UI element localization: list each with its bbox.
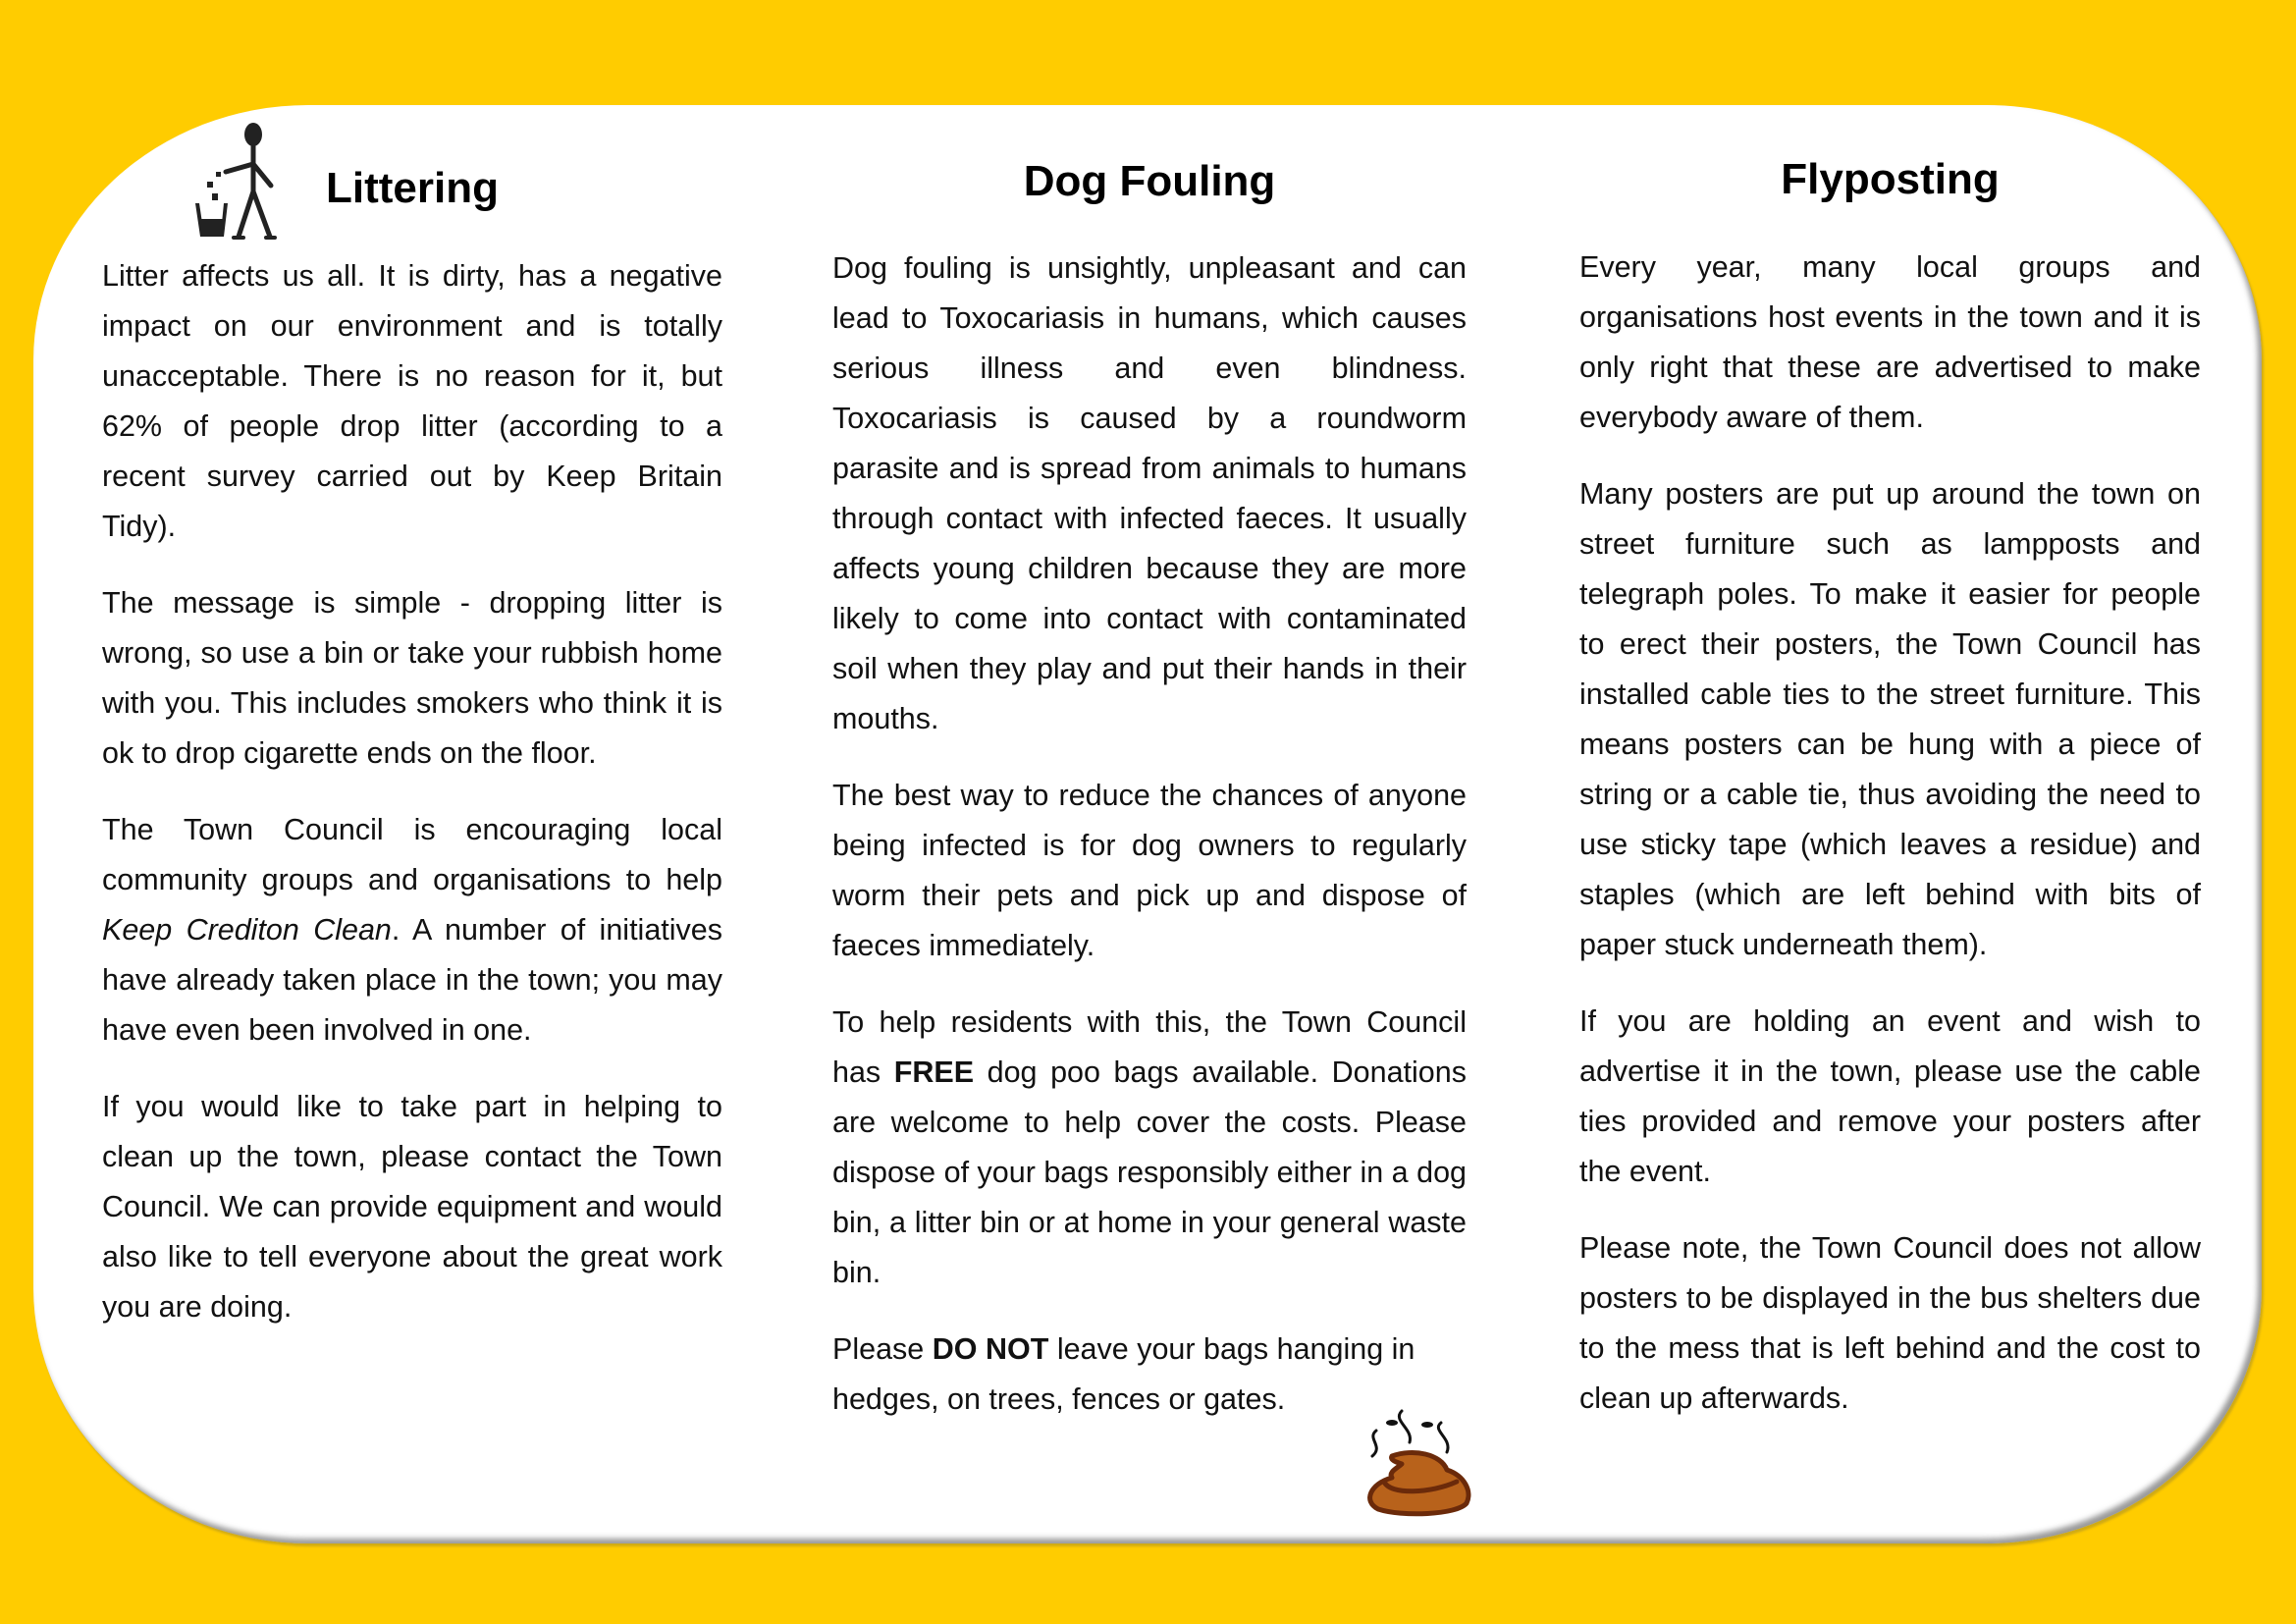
- section-body: [832, 244, 1467, 1451]
- paragraph: The message is simple - dropping litter is wrong, so use a bin or take your rubbish home with you. This includes smokers who think it is ok to drop cigarette ends on the floor.: [102, 586, 722, 770]
- section-body: [102, 251, 722, 1359]
- paragraph-text: leave your bags hanging in hedges, on trees, fences or gates.: [832, 1332, 1415, 1416]
- section-body: [1579, 243, 2201, 1450]
- paragraph: Please note, the Town Council does not allow posters to be displayed in the bus shelters due to the mess that is left behind and the cost to clean up afterwards.: [1579, 1231, 2201, 1415]
- paragraph: If you would like to take part in helping to clean up the town, please contact the Town Council. We can provide equipment and would also like to tell everyone about the great work you are doing.: [102, 1090, 722, 1324]
- section-title: Littering: [326, 164, 499, 212]
- section-title: Dog Fouling: [1023, 157, 1276, 205]
- paragraph: [832, 998, 1467, 1298]
- paragraph-text: Please: [832, 1332, 933, 1366]
- campaign-name: Keep Crediton Clean: [102, 913, 392, 947]
- emphasis-free: FREE: [893, 1056, 975, 1089]
- paragraph-text: To help residents with this, the Town Council has: [832, 1005, 1467, 1089]
- person-littering-bin-icon: [192, 121, 291, 243]
- paragraph: [102, 805, 722, 1056]
- paragraph: Many posters are put up around the town on street furniture such as lampposts and telegraph poles. To make it easier for people to erect their posters, the Town Council has installed cable ties to the street furniture. This means posters can be hung with a piece of string or a cable tie, thus avoiding the need to use sticky tape (which leaves a residue) and staples (which are left behind with bits of paper stuck underneath them).: [1579, 477, 2201, 961]
- paragraph: Litter affects us all. It is dirty, has a negative impact on our environment and is totally unacceptable. There is no reason for it, but 62% of people drop litter (according to a recent survey carried out by Keep Britain Tidy).: [102, 259, 722, 543]
- section-title: Flyposting: [1781, 155, 2000, 203]
- paragraph-text: The Town Council is encouraging local community groups and organisations to help: [102, 813, 722, 896]
- paragraph: The best way to reduce the chances of anyone being infected is for dog owners to regularly worm their pets and pick up and dispose of faeces immediately.: [832, 779, 1467, 962]
- paragraph-text: . A number of initiatives have already taken place in the town; you may have even been involved in one.: [102, 913, 722, 1047]
- emphasis-do-not: DO NOT: [932, 1332, 1049, 1366]
- paragraph: Every year, many local groups and organisations host events in the town and it is only right that these are advertised to make everybody aware of them.: [1579, 250, 2201, 434]
- paragraph-text: dog poo bags available. Donations are welcome to help cover the costs. Please dispose of your bags responsibly either in a dog bin, a litter bin or at home in your general waste bin.: [832, 1056, 1467, 1289]
- paragraph: Dog fouling is unsightly, unpleasant and can lead to Toxocariasis in humans, which causes serious illness and even blindness. Toxocariasis is caused by a roundworm parasite and is spread from animals to humans through contact with infected faeces. It usually affects young children because they are more likely to come into contact with contaminated soil when they play and put their hands in their mouths.: [832, 251, 1467, 735]
- paragraph: If you are holding an event and wish to advertise it in the town, please use the cable ties provided and remove your posters after the event.: [1579, 1004, 2201, 1188]
- dog-poo-icon: [1362, 1399, 1480, 1519]
